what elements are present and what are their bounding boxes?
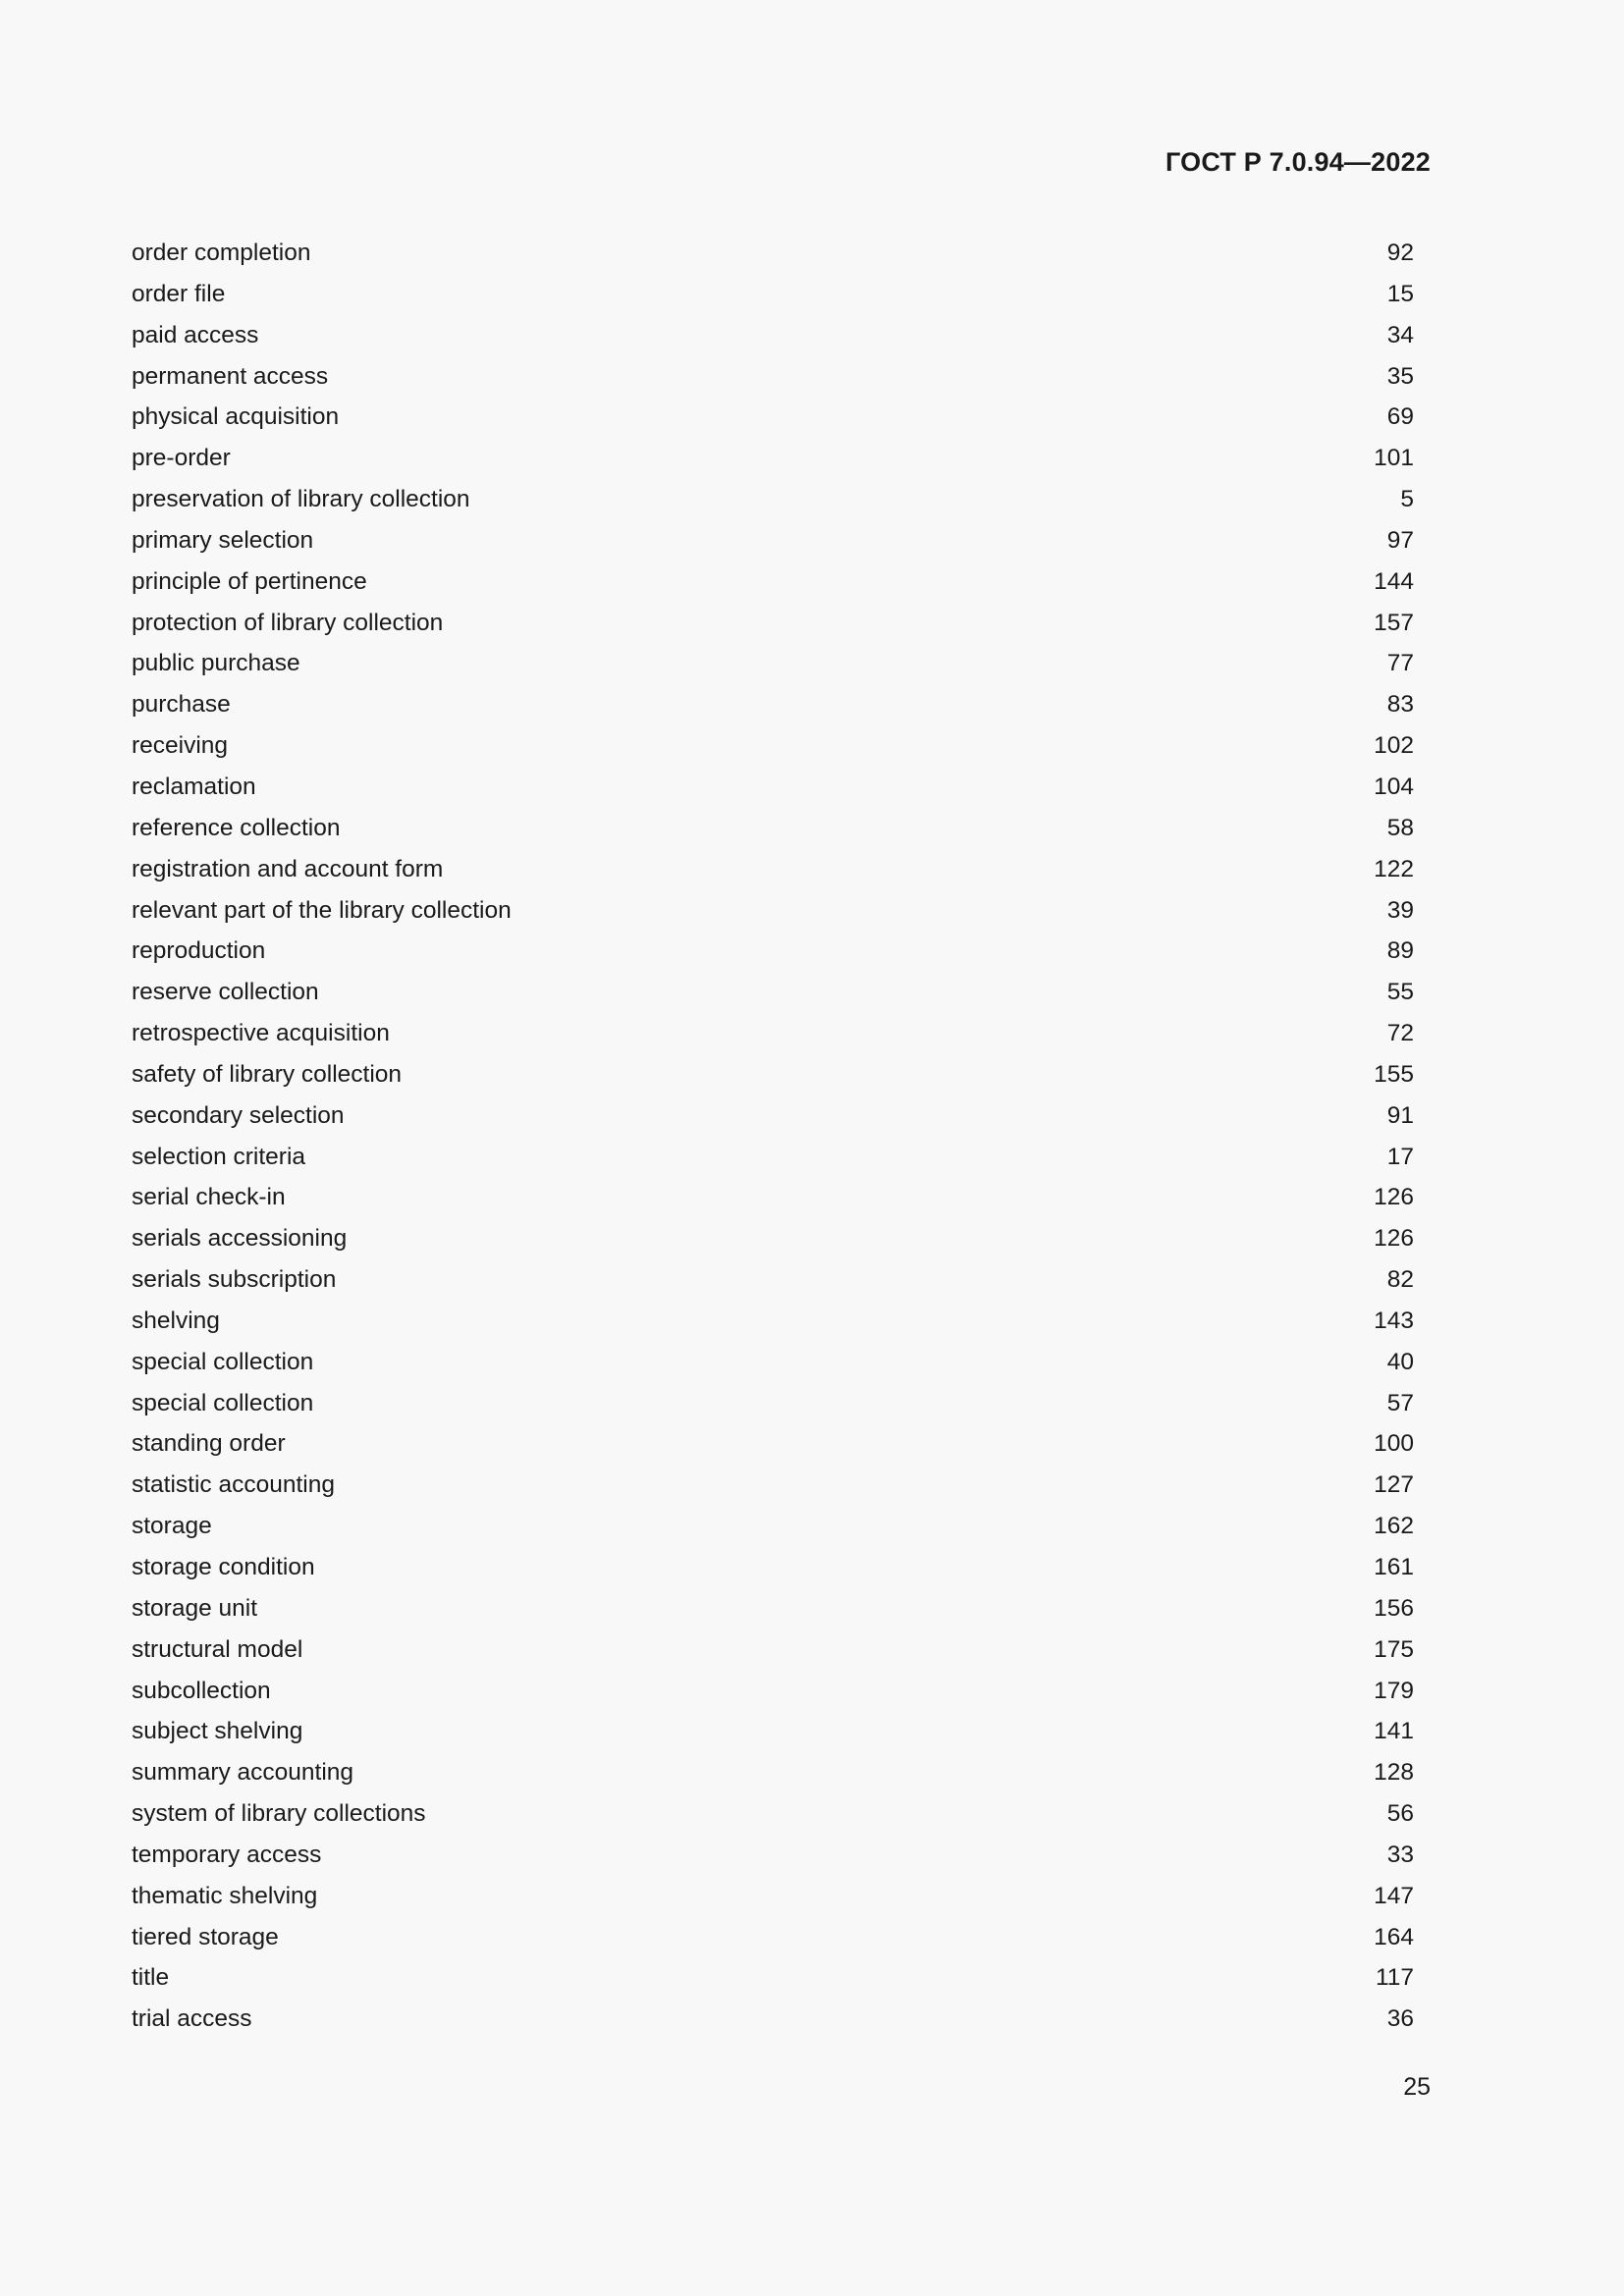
- index-entry: [132, 233, 1414, 274]
- index-entry: [132, 1588, 1414, 1629]
- index-term-number: 97: [1386, 526, 1414, 554]
- index-term-number: 82: [1386, 1266, 1414, 1294]
- index-entry: [132, 479, 1414, 520]
- index-term: special collection: [132, 1389, 314, 1416]
- index-entry: [132, 438, 1414, 479]
- index-term: subcollection: [132, 1677, 271, 1704]
- index-term-number: 161: [1374, 1554, 1414, 1580]
- index-term-number: 55: [1386, 979, 1414, 1006]
- index-entry: [132, 1177, 1414, 1218]
- index-term-number: 122: [1374, 855, 1414, 882]
- index-term-number: 39: [1386, 896, 1414, 924]
- index-term: pre-order: [132, 445, 231, 472]
- index-term-number: 141: [1374, 1718, 1414, 1745]
- index-entry: [132, 315, 1414, 356]
- index-entry: [132, 1629, 1414, 1671]
- index-term: safety of library collection: [132, 1060, 403, 1088]
- index-entry: [132, 931, 1414, 972]
- index-entry: [132, 1383, 1414, 1424]
- index-term-number: 36: [1386, 2005, 1414, 2033]
- index-entry: [132, 725, 1414, 767]
- index-term-number: 56: [1386, 1800, 1414, 1828]
- index-term-number: 102: [1374, 732, 1414, 760]
- index-term: principle of pertinence: [132, 567, 367, 595]
- index-term: standing order: [132, 1430, 286, 1458]
- index-term: order completion: [132, 240, 311, 266]
- index-entry: [132, 1301, 1414, 1342]
- index-term: subject shelving: [132, 1718, 303, 1745]
- index-entry: [132, 1957, 1414, 1999]
- index-term-number: 101: [1374, 445, 1414, 472]
- index-entry: [132, 1054, 1414, 1095]
- document-code-header: ГОСТ Р 7.0.94—2022: [1164, 147, 1431, 177]
- index-entry: [132, 1423, 1414, 1465]
- index-term: reproduction: [132, 937, 266, 965]
- index-term: primary selection: [132, 526, 314, 554]
- index-entry: [132, 767, 1414, 808]
- index-term-number: 69: [1386, 403, 1414, 431]
- index-term-number: 34: [1386, 321, 1414, 348]
- index-entry: [132, 1752, 1414, 1793]
- index-term-number: 164: [1374, 1923, 1414, 1950]
- index-term-number: 157: [1374, 609, 1414, 636]
- index-entry: [132, 397, 1414, 438]
- index-entry: [132, 1095, 1414, 1137]
- index-entry: [132, 1506, 1414, 1547]
- index-entry: [132, 849, 1414, 890]
- index-entry: [132, 603, 1414, 644]
- index-term: permanent access: [132, 362, 329, 390]
- index-term: public purchase: [132, 650, 300, 677]
- index-entry: [132, 1671, 1414, 1712]
- index-term: selection criteria: [132, 1143, 306, 1170]
- index-term: storage condition: [132, 1554, 315, 1580]
- index-entry: [132, 1259, 1414, 1301]
- index-term: reclamation: [132, 773, 256, 800]
- index-term-number: 77: [1386, 650, 1414, 677]
- index-term-number: 57: [1386, 1389, 1414, 1416]
- index-term: storage unit: [132, 1594, 258, 1622]
- index-term-number: 33: [1386, 1841, 1414, 1868]
- index-term-number: 89: [1386, 937, 1414, 965]
- index-entry: [132, 1137, 1414, 1178]
- index-term: statistic accounting: [132, 1471, 335, 1499]
- index-term-number: 143: [1374, 1307, 1414, 1334]
- index-term-number: 156: [1374, 1594, 1414, 1622]
- index-term-number: 40: [1386, 1348, 1414, 1375]
- index-term: tiered storage: [132, 1923, 279, 1950]
- index-entry: [132, 561, 1414, 603]
- index-entry: [132, 1342, 1414, 1383]
- index-term-number: 147: [1374, 1882, 1414, 1909]
- index-entry: [132, 1218, 1414, 1259]
- index-term-number: 83: [1386, 691, 1414, 719]
- index-term: summary accounting: [132, 1759, 354, 1787]
- index-term: storage: [132, 1513, 212, 1540]
- index-term: shelving: [132, 1307, 220, 1334]
- index-term: preservation of library collection: [132, 486, 470, 513]
- index-term: serials subscription: [132, 1266, 337, 1294]
- index-entry: [132, 1876, 1414, 1917]
- index-term: reference collection: [132, 814, 341, 841]
- index-term-number: 144: [1374, 567, 1414, 595]
- index-entry: [132, 890, 1414, 932]
- page-number: 25: [1403, 2073, 1431, 2101]
- index-entry: [132, 1793, 1414, 1835]
- index-term: physical acquisition: [132, 403, 340, 431]
- index-term: thematic shelving: [132, 1882, 318, 1909]
- index-term: registration and account form: [132, 855, 444, 882]
- index-term-number: 91: [1386, 1101, 1414, 1129]
- index-term-number: 5: [1400, 486, 1414, 513]
- index-entry: [132, 1547, 1414, 1588]
- index-term: serials accessioning: [132, 1225, 348, 1253]
- index-term: structural model: [132, 1635, 303, 1663]
- index-term-number: 126: [1374, 1225, 1414, 1253]
- index-term-number: 155: [1374, 1060, 1414, 1088]
- index-entry: [132, 1013, 1414, 1054]
- index-term-number: 100: [1374, 1430, 1414, 1458]
- index-term: receiving: [132, 732, 229, 760]
- index-term-number: 175: [1374, 1635, 1414, 1663]
- index-entry: [132, 1711, 1414, 1752]
- index-entry: [132, 1917, 1414, 1958]
- index-term-number: 126: [1374, 1184, 1414, 1211]
- index-term: order file: [132, 280, 226, 307]
- index-term: system of library collections: [132, 1800, 426, 1828]
- index-term-number: 35: [1386, 362, 1414, 390]
- index-term: paid access: [132, 321, 259, 348]
- index-term: protection of library collection: [132, 609, 444, 636]
- index-entry: [132, 274, 1414, 315]
- index-term-number: 15: [1386, 280, 1414, 307]
- index-term: retrospective acquisition: [132, 1020, 390, 1047]
- index-term-number: 58: [1386, 814, 1414, 841]
- index-term: reserve collection: [132, 979, 319, 1006]
- index-entry: [132, 1465, 1414, 1506]
- index-term: relevant part of the library collection: [132, 896, 512, 924]
- index-term-number: 92: [1386, 240, 1414, 266]
- index-term-number: 117: [1375, 1964, 1414, 1992]
- index-term: serial check-in: [132, 1184, 286, 1211]
- index-term: special collection: [132, 1348, 314, 1375]
- index-term: secondary selection: [132, 1101, 345, 1129]
- index-term-number: 162: [1374, 1513, 1414, 1540]
- index-entry: [132, 643, 1414, 684]
- index-entry: [132, 520, 1414, 561]
- index-entry: [132, 1999, 1414, 2040]
- index-term-number: 72: [1386, 1020, 1414, 1047]
- index-term-number: 179: [1374, 1677, 1414, 1704]
- index-entry: [132, 1835, 1414, 1876]
- index-term-number: 128: [1374, 1759, 1414, 1787]
- index-entry: [132, 684, 1414, 725]
- term-index-list: [132, 233, 1414, 2040]
- index-term: temporary access: [132, 1841, 322, 1868]
- index-term-number: 104: [1374, 773, 1414, 800]
- index-entry: [132, 808, 1414, 849]
- index-term-number: 127: [1374, 1471, 1414, 1499]
- index-term-number: 17: [1386, 1143, 1414, 1170]
- index-entry: [132, 972, 1414, 1013]
- index-entry: [132, 356, 1414, 398]
- index-term: trial access: [132, 2005, 252, 2033]
- index-term: purchase: [132, 691, 231, 719]
- index-term: title: [132, 1964, 170, 1992]
